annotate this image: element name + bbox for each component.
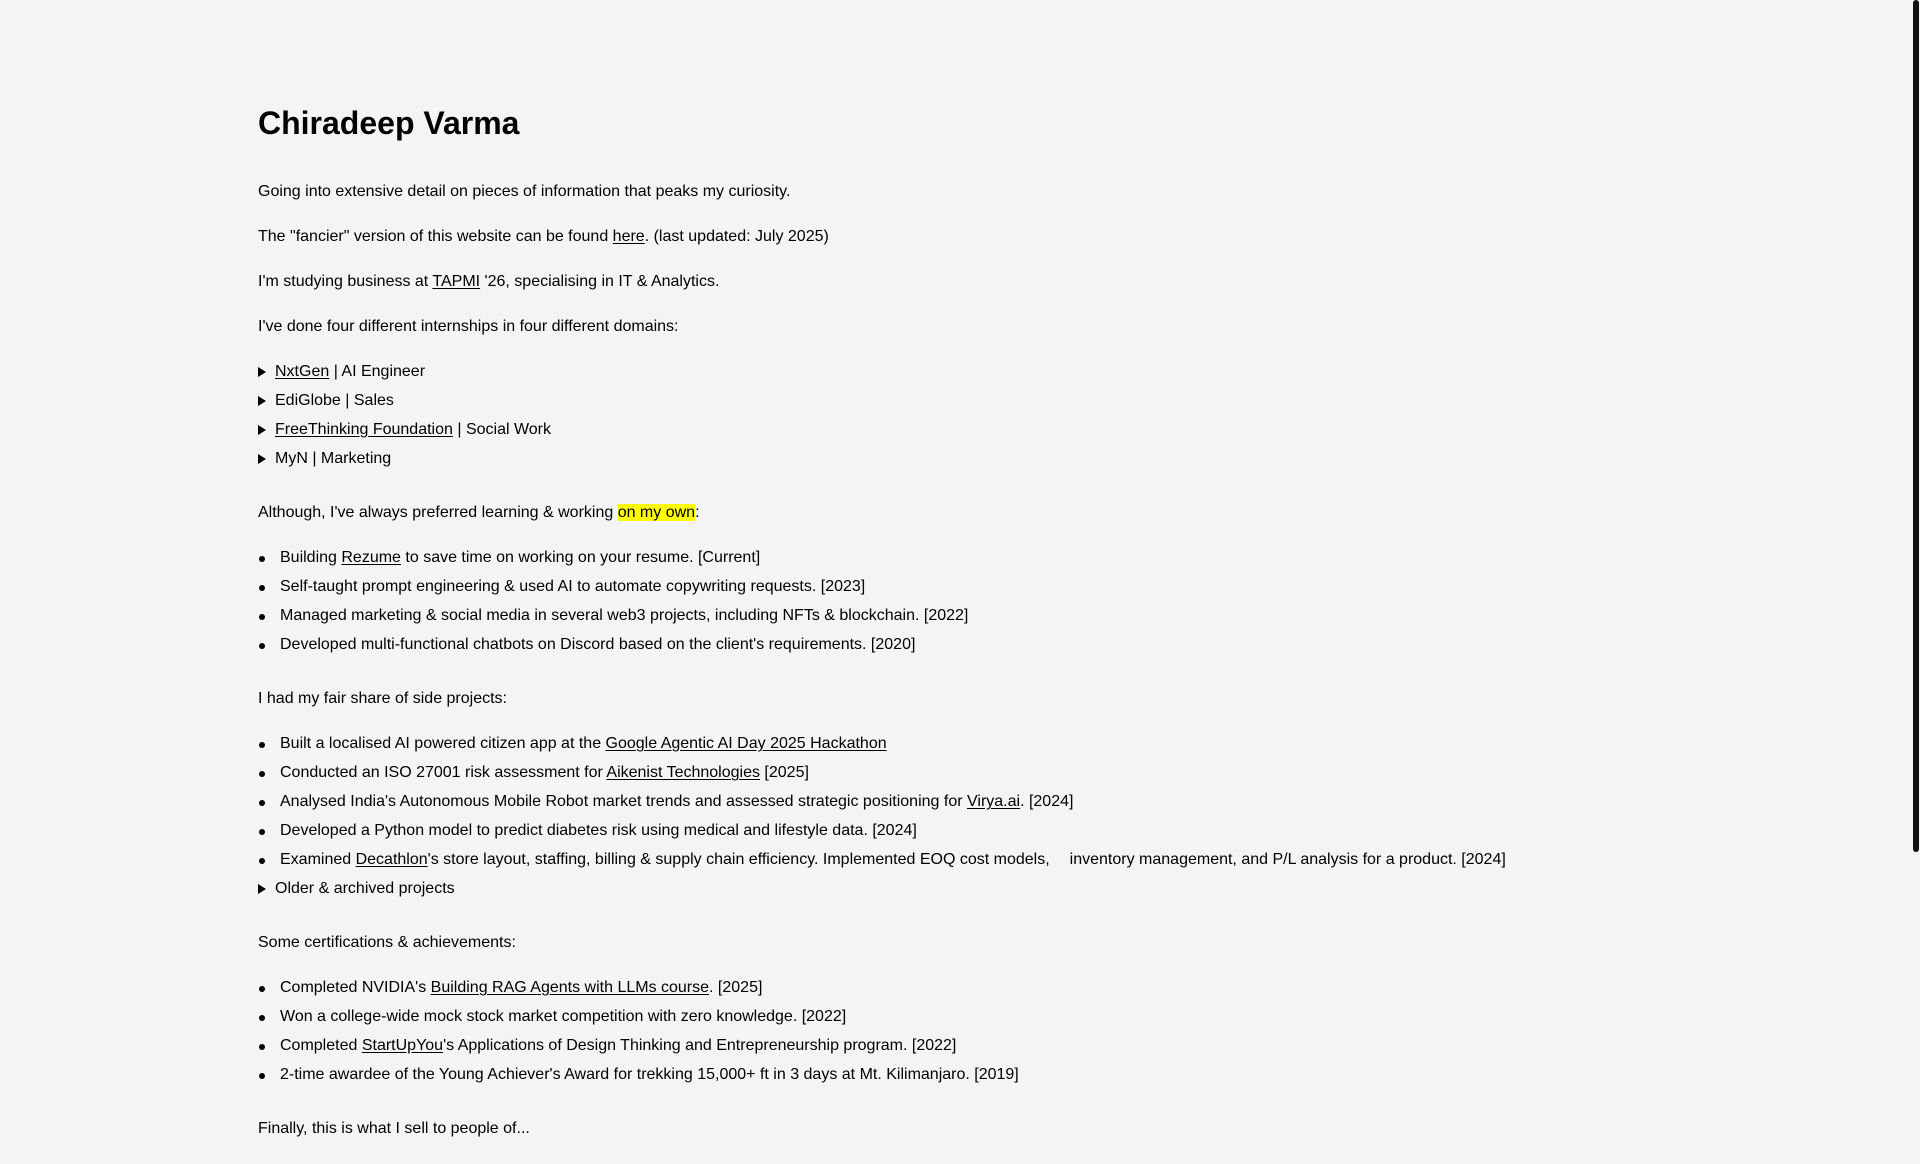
archived-label: Older & archived projects — [275, 880, 455, 897]
list-item — [258, 821, 1818, 850]
fancy-suffix: . (last updated: July 2025) — [644, 228, 829, 245]
study-prefix: I'm studying business at — [258, 273, 433, 290]
study-line — [258, 272, 1818, 292]
study-suffix: '26, specialising in IT & Analytics. — [480, 273, 720, 290]
bullet-icon — [259, 1044, 265, 1050]
item-text: 's store layout, staffing, billing & supply chain efficiency. Implemented EOQ cost models, — [427, 851, 1050, 868]
disclosure-triangle-icon — [258, 884, 266, 894]
bullet-icon — [259, 1015, 265, 1021]
item-text: Completed NVIDIA's — [280, 979, 431, 996]
rezume-link[interactable]: Rezume — [341, 549, 401, 566]
disclosure-triangle-icon — [258, 367, 266, 377]
internship-role: EdiGlobe | Sales — [275, 392, 394, 409]
bullet-icon — [259, 585, 265, 591]
item-text: Building — [280, 549, 342, 566]
internship-role: | Social Work — [452, 421, 551, 438]
tagline: Going into extensive detail on pieces of information that peaks my curiosity. — [258, 183, 791, 200]
bullet-icon — [259, 1073, 265, 1079]
internship-myn[interactable] — [258, 449, 1818, 478]
list-item — [258, 763, 1818, 792]
bullet-icon — [259, 643, 265, 649]
disclosure-triangle-icon — [258, 396, 266, 406]
item-text: . [2025] — [709, 979, 763, 996]
bullet-icon — [259, 986, 265, 992]
item-text: to save time on working on your resume. [Current] — [400, 549, 761, 566]
bullet-icon — [259, 556, 265, 562]
certifications-list — [258, 978, 1818, 1094]
nvidia-course-link[interactable]: Building RAG Agents with LLMs course — [430, 979, 710, 996]
item-text: Built a localised AI powered citizen app at the — [280, 735, 606, 752]
item-text: Examined — [280, 851, 356, 868]
internships-heading: I've done four different internships in four different domains: — [258, 318, 679, 335]
item-text: [2025] — [759, 764, 809, 781]
scrollbar-thumb[interactable] — [1913, 0, 1919, 852]
item-text: 's Applications of Design Thinking and Entrepreneurship program. [2022] — [443, 1037, 957, 1054]
own-projects-list — [258, 548, 1818, 664]
internships-list — [258, 362, 1818, 478]
bullet-icon — [259, 829, 265, 835]
fancy-version-link[interactable]: here — [612, 228, 645, 245]
own-highlight: on my own — [617, 504, 696, 521]
item-text: 2-time awardee of the Young Achiever's Award for trekking 15,000+ ft in 3 days at Mt. Kilimanjaro. [2019] — [280, 1066, 1019, 1083]
item-text: Conducted an ISO 27001 risk assessment for — [280, 764, 607, 781]
own-prefix: Although, I've always preferred learning & working — [258, 504, 618, 521]
hackathon-link[interactable]: Google Agentic AI Day 2025 Hackathon — [605, 735, 887, 752]
item-text: . [2024] — [1020, 793, 1074, 810]
tapmi-link[interactable]: TAPMI — [432, 273, 481, 290]
internship-nxtgen[interactable] — [258, 362, 1818, 391]
side-projects-heading: I had my fair share of side projects: — [258, 690, 507, 707]
footer-cutoff-text: Finally, this is what I sell to people of... — [258, 1120, 530, 1137]
own-suffix: : — [695, 504, 700, 521]
item-text: Self-taught prompt engineering & used AI to automate copywriting requests. [2023] — [280, 578, 866, 595]
item-text: Managed marketing & social media in several web3 projects, including NFTs & blockchain. [2022] — [280, 607, 969, 624]
vertical-scrollbar[interactable] — [1912, 0, 1920, 1080]
item-text: Developed multi-functional chatbots on Discord based on the client's requirements. [2020] — [280, 636, 916, 653]
item-text: Analysed India's Autonomous Mobile Robot market trends and assessed strategic positioning for — [280, 793, 967, 810]
page-title: Chiradeep Varma — [258, 105, 520, 141]
own-heading — [258, 503, 1818, 523]
virya-link[interactable]: Virya.ai — [967, 793, 1021, 810]
bullet-icon — [259, 800, 265, 806]
list-item — [258, 606, 1818, 635]
list-item — [258, 978, 1818, 1007]
internship-freethinking[interactable] — [258, 420, 1818, 449]
list-item — [258, 577, 1818, 606]
fancy-prefix: The "fancier" version of this website can be found — [258, 228, 613, 245]
list-item — [258, 850, 1818, 879]
item-text: inventory management, and P/L analysis for a product. [2024] — [1069, 851, 1506, 868]
internship-ediglobe[interactable] — [258, 391, 1818, 420]
list-item — [258, 1036, 1818, 1065]
item-text: Completed — [280, 1037, 362, 1054]
aikenist-link[interactable]: Aikenist Technologies — [606, 764, 760, 781]
nxtgen-link[interactable]: NxtGen — [275, 363, 330, 380]
list-item — [258, 548, 1818, 577]
bullet-icon — [259, 771, 265, 777]
startupyou-link[interactable]: StartUpYou — [361, 1037, 444, 1054]
freethinking-link[interactable]: FreeThinking Foundation — [275, 421, 453, 438]
side-projects-list — [258, 734, 1818, 908]
internship-role: MyN | Marketing — [275, 450, 392, 467]
list-item — [258, 1007, 1818, 1036]
decathlon-link[interactable]: Decathlon — [355, 851, 428, 868]
bullet-icon — [259, 742, 265, 748]
item-text: Won a college-wide mock stock market competition with zero knowledge. [2022] — [280, 1008, 847, 1025]
bullet-icon — [259, 614, 265, 620]
list-item — [258, 1065, 1818, 1094]
list-item — [258, 734, 1818, 763]
bullet-icon — [259, 858, 265, 864]
fancy-version-line — [258, 227, 1818, 247]
item-text: Developed a Python model to predict diabetes risk using medical and lifestyle data. [2024] — [280, 822, 917, 839]
list-item — [258, 792, 1818, 821]
main-content — [258, 78, 1818, 1164]
certifications-heading: Some certifications & achievements: — [258, 934, 516, 951]
archived-projects-toggle[interactable] — [258, 879, 1818, 908]
disclosure-triangle-icon — [258, 425, 266, 435]
internship-role: | AI Engineer — [329, 363, 426, 380]
disclosure-triangle-icon — [258, 454, 266, 464]
list-item — [258, 635, 1818, 664]
